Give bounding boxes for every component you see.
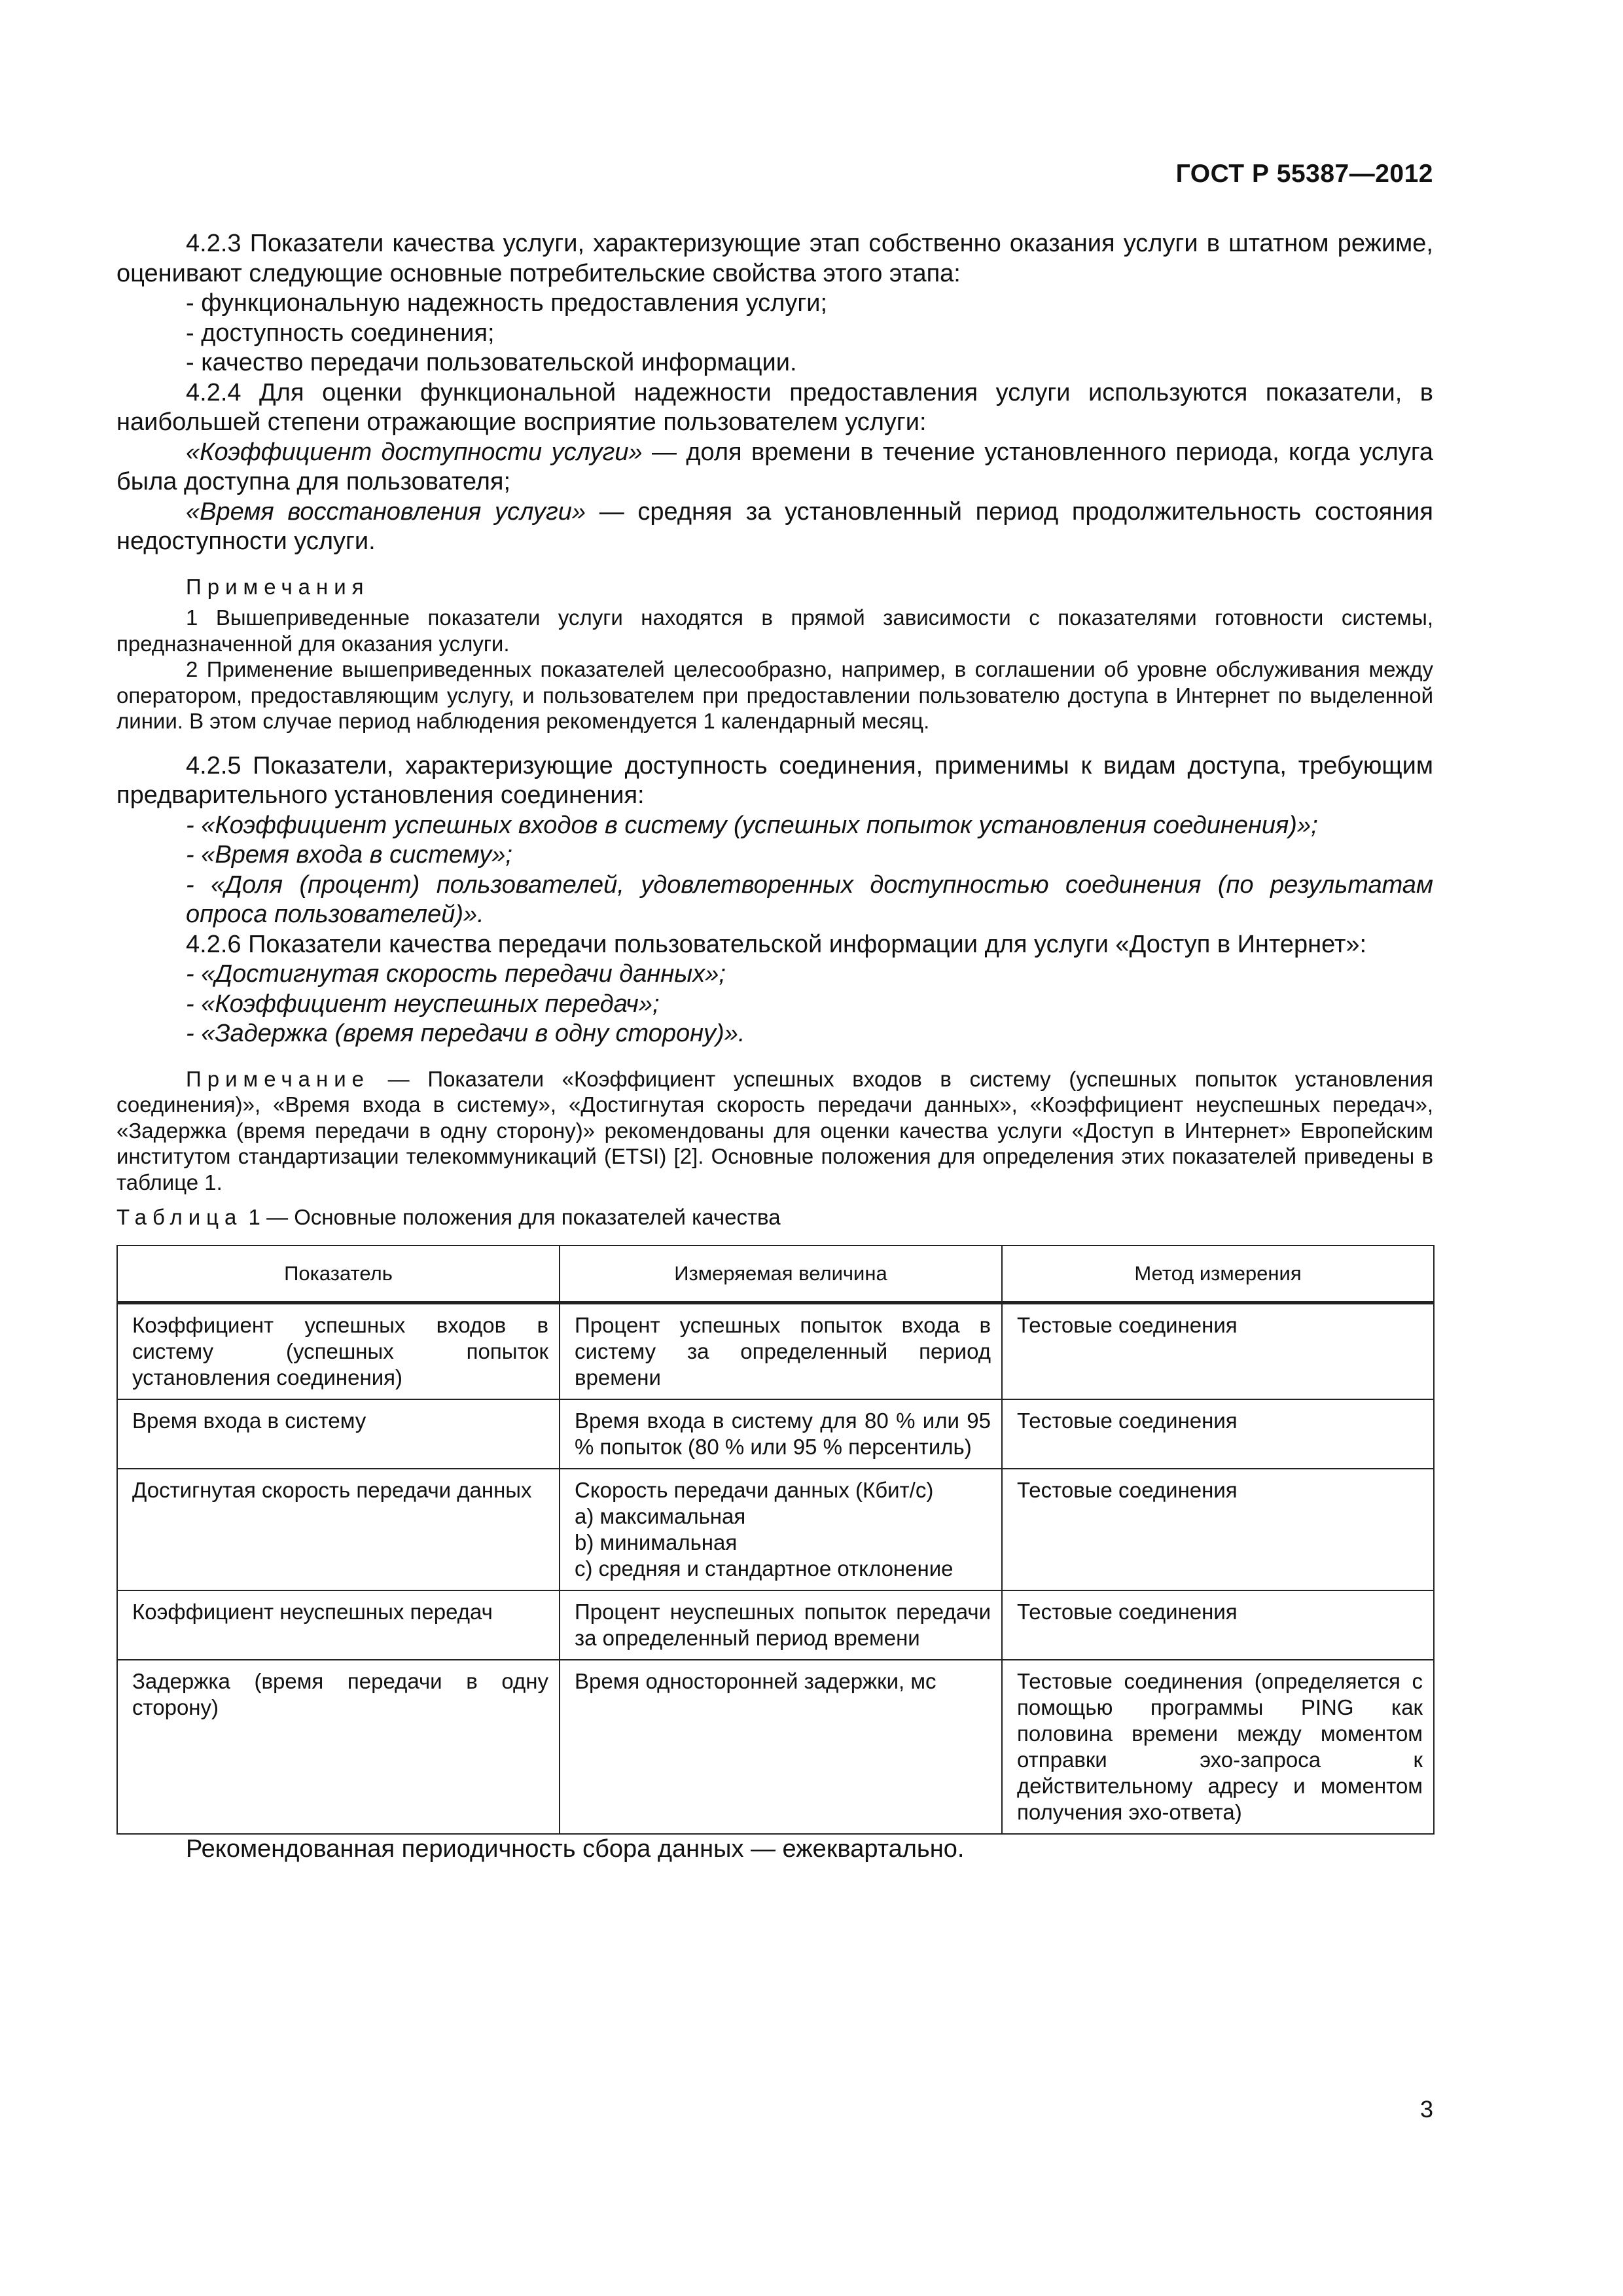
paragraph-4-2-3: 4.2.3 Показатели качества услуги, характеризующие этап собственно оказания услуги в штатном режиме, оценивают следующие основные потребительские свойства этого этапа: bbox=[116, 230, 1433, 287]
list-item bbox=[116, 990, 1433, 1020]
definition-text: — средняя за установленный период продолжительность состояния недоступности услуги. bbox=[116, 497, 1433, 555]
column-header: Измеряемая величина bbox=[560, 1246, 1002, 1303]
column-header: Метод измерения bbox=[1002, 1246, 1434, 1303]
table-cell: Коэффициент неуспешных передач bbox=[117, 1590, 560, 1660]
cell-line: a) максимальная bbox=[575, 1504, 746, 1528]
paragraph-4-2-6: 4.2.6 Показатели качества передачи пользовательской информации для услуги «Доступ в Интернет»: bbox=[186, 930, 1367, 958]
document-body bbox=[116, 229, 1433, 1864]
table-cell bbox=[560, 1660, 1002, 1834]
table-cell: Тестовые соединения bbox=[1002, 1399, 1434, 1469]
table-label: Таблица bbox=[116, 1205, 243, 1229]
table-row bbox=[117, 1303, 1434, 1400]
table-cell: Тестовые соединения bbox=[1002, 1469, 1434, 1590]
list-item bbox=[116, 1019, 1433, 1049]
cell-line: Процент успешных попыток входа в систему за определенный период времени bbox=[575, 1313, 991, 1390]
table-row bbox=[117, 1590, 1434, 1660]
list-item: - доступность соединения; bbox=[186, 319, 495, 347]
table-cell bbox=[560, 1303, 1002, 1400]
table-header-row bbox=[117, 1246, 1434, 1303]
table-cell: Тестовые соединения bbox=[1002, 1590, 1434, 1660]
list-item bbox=[116, 870, 1433, 930]
note-label: Примечание bbox=[186, 1066, 370, 1091]
document-id: ГОСТ Р 55387—2012 bbox=[1175, 160, 1433, 188]
table-row bbox=[117, 1469, 1434, 1590]
table-row bbox=[117, 1660, 1434, 1834]
cell-line: Время входа в систему для 80 % или 95 % попыток (80 % или 95 % персентиль) bbox=[575, 1408, 991, 1459]
definition-text: — доля времени в течение установленного периода, когда услуга была доступна для пользователя; bbox=[116, 438, 1433, 495]
note-2: 2 Применение вышеприведенных показателей целесообразно, например, в соглашении об уровне обслуживания между оператором, предоставляющим услугу, и пользователем при предоставлении пользователю доступа в Интернет по выделенной линии. В этом случае период наблюдения рекомендуется 1 календарный месяц. bbox=[116, 657, 1433, 733]
notes-title: Примечания bbox=[186, 574, 370, 599]
quality-indicators-table bbox=[116, 1245, 1435, 1835]
term: «Коэффициент доступности услуги» bbox=[186, 438, 643, 466]
table-cell: Время входа в систему bbox=[117, 1399, 560, 1469]
list-item-text: - «Время входа в систему»; bbox=[186, 841, 512, 869]
column-header: Показатель bbox=[117, 1246, 560, 1303]
cell-line: Процент неуспешных попыток передачи за определенный период времени bbox=[575, 1600, 991, 1650]
table-cell bbox=[560, 1469, 1002, 1590]
table-caption bbox=[116, 1204, 1433, 1230]
table-cell bbox=[560, 1399, 1002, 1469]
paragraph-4-2-4: 4.2.4 Для оценки функциональной надежности предоставления услуги используются показатели, в наибольшей степени отражающие восприятие пользователем услуги: bbox=[116, 378, 1433, 436]
note-1: 1 Вышеприведенные показатели услуги находятся в прямой зависимости с показателями готовности системы, предназначенной для оказания услуги. bbox=[116, 605, 1433, 656]
list-item: - качество передачи пользовательской информации. bbox=[186, 349, 797, 376]
table-cell bbox=[560, 1590, 1002, 1660]
paragraph-4-2-5: 4.2.5 Показатели, характеризующие доступность соединения, применимы к видам доступа, требующим предварительного установления соединения: bbox=[116, 751, 1433, 809]
cell-line: c) средняя и стандартное отклонение bbox=[575, 1556, 954, 1581]
list-item bbox=[116, 840, 1433, 870]
table-cell: Задержка (время передачи в одну сторону) bbox=[117, 1660, 560, 1834]
table-caption-text: 1 — Основные положения для показателей качества bbox=[242, 1205, 781, 1229]
table-cell: Тестовые соединения (определяется с помощью программы PING как половина времени между моментом отправки эхо-запроса к действительному адресу и моментом получения эхо-ответа) bbox=[1002, 1660, 1434, 1834]
table-cell: Достигнутая скорость передачи данных bbox=[117, 1469, 560, 1590]
cell-line: Время односторонней задержки, мс bbox=[575, 1669, 936, 1693]
list-item bbox=[116, 960, 1433, 990]
note-ets bbox=[116, 1066, 1433, 1196]
list-item-text: - «Доля (процент) пользователей, удовлетворенных доступностью соединения (по результатам опроса пользователей)». bbox=[186, 870, 1433, 928]
list-item-text: - «Задержка (время передачи в одну сторону)». bbox=[186, 1020, 745, 1047]
table-cell: Тестовые соединения bbox=[1002, 1303, 1434, 1400]
list-item bbox=[116, 811, 1433, 841]
final-paragraph: Рекомендованная периодичность сбора данных — ежеквартально. bbox=[186, 1835, 965, 1863]
note-block bbox=[116, 1066, 1433, 1196]
list-item-text: - «Коэффициент неуспешных передач»; bbox=[186, 990, 660, 1018]
cell-line: b) минимальная bbox=[575, 1530, 738, 1554]
table-row bbox=[117, 1399, 1434, 1469]
list-item-text: - «Коэффициент успешных входов в систему (успешных попыток установления соединения)»; bbox=[186, 811, 1318, 839]
term: «Время восстановления услуги» bbox=[186, 497, 586, 526]
cell-line: Скорость передачи данных (Кбит/с) bbox=[575, 1478, 934, 1502]
note-text: — Показатели «Коэффициент успешных входов в систему (успешных попыток установления соединения)», «Время входа в систему», «Достигнутая скорость передачи данных», «Коэффициент неуспешных передач», «Задержка (время передачи в одну сторону)» рекомендованы для оценки качества услуги «Доступ в Интернет» Европейским институтом стандартизации телекоммуникаций (ETSI) [2]. Основные положения для определения этих показателей приведены в таблице 1. bbox=[116, 1066, 1433, 1194]
list-item-text: - «Достигнутая скорость передачи данных»; bbox=[186, 960, 726, 988]
notes-block bbox=[116, 574, 1433, 734]
definition-restoration bbox=[116, 497, 1433, 557]
page-number: 3 bbox=[1419, 2096, 1433, 2123]
list-item: - функциональную надежность предоставления услуги; bbox=[186, 289, 828, 317]
table-cell: Коэффициент успешных входов в систему (успешных попыток установления соединения) bbox=[117, 1303, 560, 1400]
definition-availability bbox=[116, 438, 1433, 497]
